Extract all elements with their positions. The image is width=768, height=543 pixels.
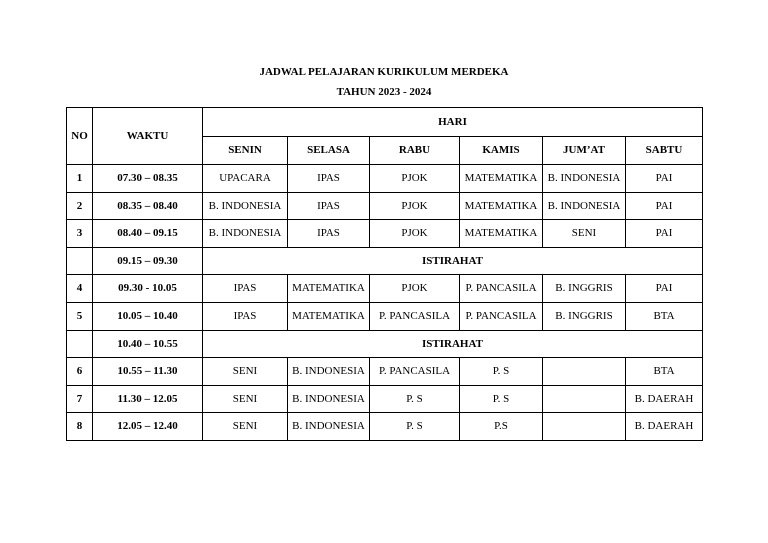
- cell-rabu: P. S: [370, 386, 460, 413]
- break-row: [67, 248, 703, 275]
- cell-kamis: MATEMATIKA: [460, 193, 543, 220]
- cell-senin: SENI: [203, 413, 288, 441]
- header-day-sabtu: SABTU: [626, 137, 703, 165]
- row-number: 6: [67, 358, 93, 386]
- cell-jumat: B. INGGRIS: [543, 303, 626, 331]
- table-row: [67, 275, 703, 303]
- cell-kamis: MATEMATIKA: [460, 220, 543, 248]
- cell-rabu: P. S: [370, 413, 460, 441]
- cell-kamis: MATEMATIKA: [460, 165, 543, 193]
- row-number: 1: [67, 165, 93, 193]
- row-time: 08.35 – 08.40: [93, 193, 203, 220]
- cell-sabtu: B. DAERAH: [626, 386, 703, 413]
- cell-rabu: PJOK: [370, 193, 460, 220]
- document-title: JADWAL PELAJARAN KURIKULUM MERDEKA: [259, 66, 509, 78]
- row-number: 5: [67, 303, 93, 331]
- cell-rabu: P. PANCASILA: [370, 358, 460, 386]
- cell-selasa: IPAS: [288, 165, 370, 193]
- cell-senin: SENI: [203, 358, 288, 386]
- cell-senin: IPAS: [203, 275, 288, 303]
- table-row: [67, 413, 703, 441]
- table-row: [67, 165, 703, 193]
- header-day-senin: SENIN: [203, 137, 288, 165]
- cell-senin: UPACARA: [203, 165, 288, 193]
- schedule-table: [66, 107, 703, 441]
- table-row: [67, 386, 703, 413]
- cell-jumat: SENI: [543, 220, 626, 248]
- break-label: ISTIRAHAT: [203, 331, 703, 358]
- row-number: [67, 248, 93, 275]
- document-subtitle: TAHUN 2023 - 2024: [336, 86, 432, 98]
- row-number: 3: [67, 220, 93, 248]
- cell-sabtu: BTA: [626, 303, 703, 331]
- cell-senin: B. INDONESIA: [203, 220, 288, 248]
- cell-kamis: P. S: [460, 358, 543, 386]
- row-number: 8: [67, 413, 93, 441]
- row-time: 09.15 – 09.30: [93, 248, 203, 275]
- cell-kamis: P. PANCASILA: [460, 275, 543, 303]
- header-waktu: WAKTU: [93, 108, 203, 165]
- break-label: ISTIRAHAT: [203, 248, 703, 275]
- table-row: [67, 193, 703, 220]
- cell-kamis: P. PANCASILA: [460, 303, 543, 331]
- cell-sabtu: PAI: [626, 193, 703, 220]
- row-time: 08.40 – 09.15: [93, 220, 203, 248]
- header-hari: HARI: [203, 108, 703, 137]
- cell-senin: IPAS: [203, 303, 288, 331]
- row-number: 4: [67, 275, 93, 303]
- cell-jumat: [543, 413, 626, 441]
- cell-selasa: B. INDONESIA: [288, 413, 370, 441]
- cell-rabu: PJOK: [370, 220, 460, 248]
- row-time: 09.30 - 10.05: [93, 275, 203, 303]
- cell-rabu: PJOK: [370, 275, 460, 303]
- cell-sabtu: PAI: [626, 165, 703, 193]
- row-time: 10.40 – 10.55: [93, 331, 203, 358]
- cell-jumat: B. INDONESIA: [543, 193, 626, 220]
- row-time: 12.05 – 12.40: [93, 413, 203, 441]
- header-day-rabu: RABU: [370, 137, 460, 165]
- row-time: 07.30 – 08.35: [93, 165, 203, 193]
- cell-kamis: P. S: [460, 386, 543, 413]
- header-day-kamis: KAMIS: [460, 137, 543, 165]
- cell-jumat: [543, 358, 626, 386]
- row-time: 11.30 – 12.05: [93, 386, 203, 413]
- cell-sabtu: B. DAERAH: [626, 413, 703, 441]
- cell-selasa: B. INDONESIA: [288, 386, 370, 413]
- cell-selasa: IPAS: [288, 193, 370, 220]
- table-row: [67, 303, 703, 331]
- cell-jumat: B. INGGRIS: [543, 275, 626, 303]
- cell-sabtu: BTA: [626, 358, 703, 386]
- cell-sabtu: PAI: [626, 275, 703, 303]
- row-number: 2: [67, 193, 93, 220]
- cell-rabu: P. PANCASILA: [370, 303, 460, 331]
- row-number: 7: [67, 386, 93, 413]
- cell-rabu: PJOK: [370, 165, 460, 193]
- table-row: [67, 358, 703, 386]
- cell-senin: B. INDONESIA: [203, 193, 288, 220]
- break-row: [67, 331, 703, 358]
- cell-sabtu: PAI: [626, 220, 703, 248]
- cell-selasa: B. INDONESIA: [288, 358, 370, 386]
- cell-kamis: P.S: [460, 413, 543, 441]
- cell-jumat: [543, 386, 626, 413]
- table-row: [67, 220, 703, 248]
- row-time: 10.05 – 10.40: [93, 303, 203, 331]
- row-number: [67, 331, 93, 358]
- cell-selasa: MATEMATIKA: [288, 275, 370, 303]
- cell-senin: SENI: [203, 386, 288, 413]
- row-time: 10.55 – 11.30: [93, 358, 203, 386]
- cell-selasa: MATEMATIKA: [288, 303, 370, 331]
- header-day-selasa: SELASA: [288, 137, 370, 165]
- header-day-jumat: JUM’AT: [543, 137, 626, 165]
- cell-jumat: B. INDONESIA: [543, 165, 626, 193]
- header-no: NO: [67, 108, 93, 165]
- cell-selasa: IPAS: [288, 220, 370, 248]
- header-row-top: [67, 108, 703, 137]
